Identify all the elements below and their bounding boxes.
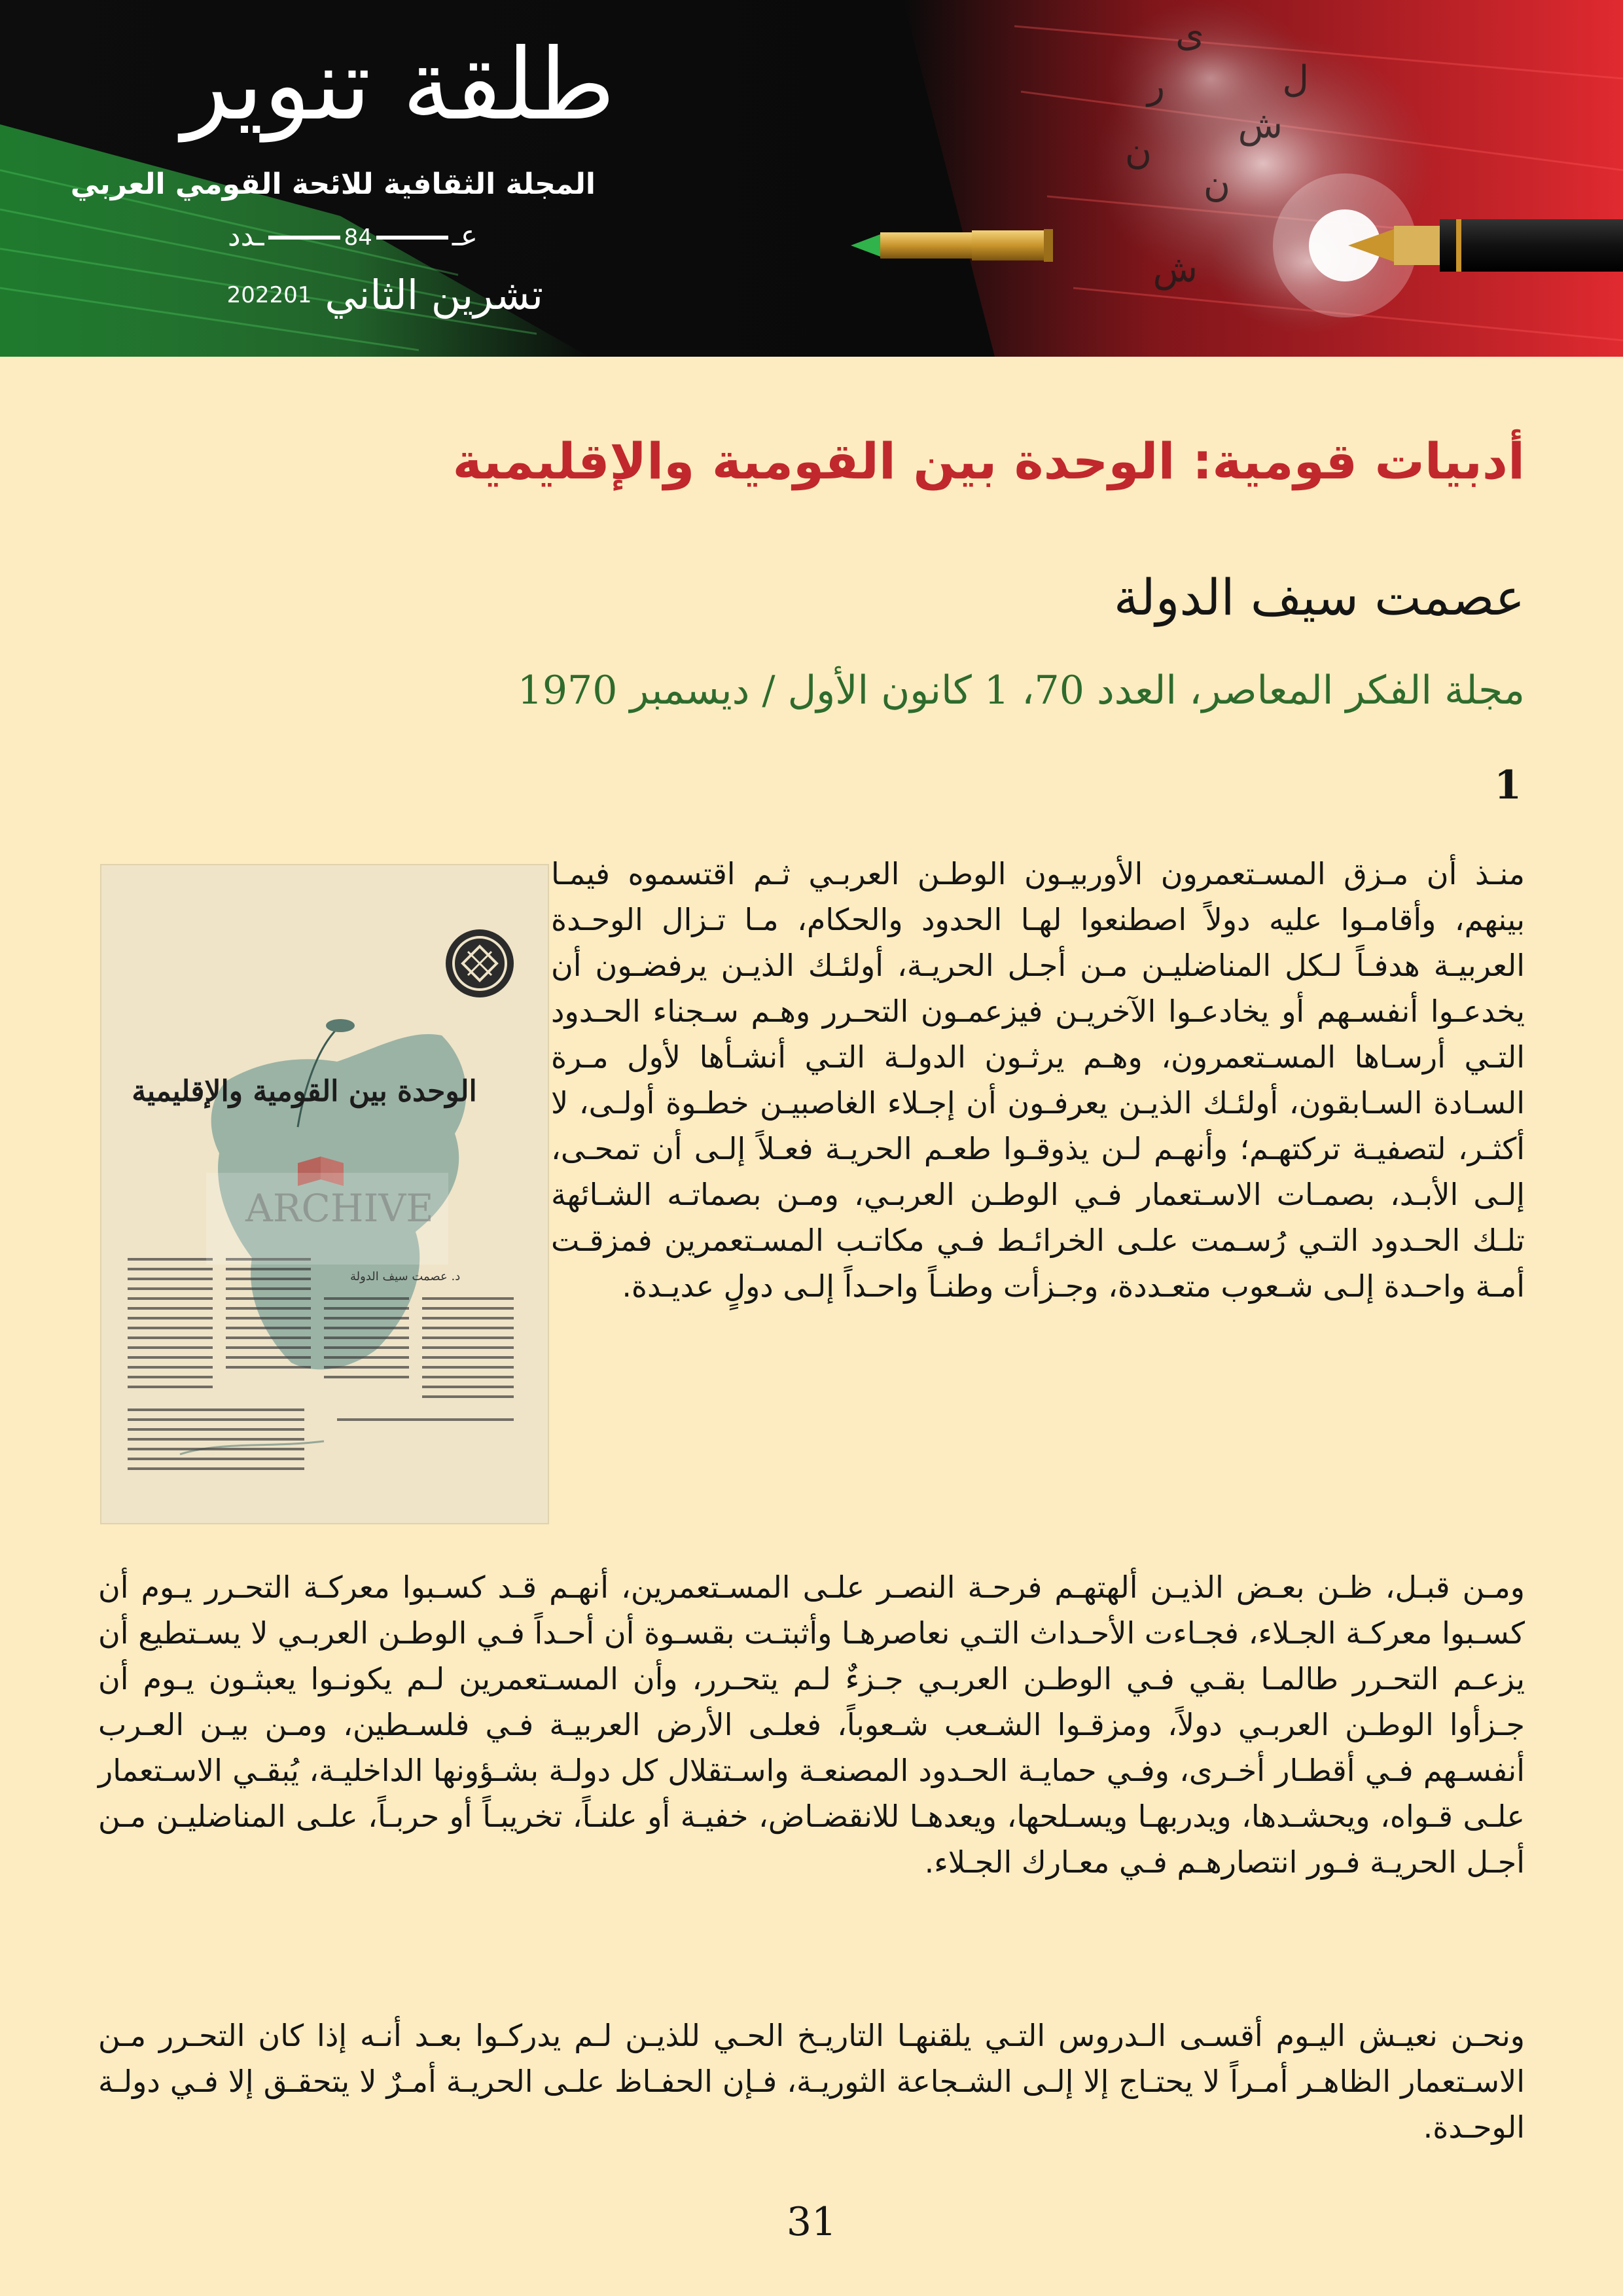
- magazine-banner: [0, 0, 1623, 357]
- magazine-subtitle: المجلة الثقافية للائحة القومي العربي: [70, 168, 596, 201]
- article-paragraph: ومـن قبـل، ظـن بعـض الذيـن ألهتهـم فرحـة النصـر علـى المسـتعمرين، أنهـم قـد كسـبوا معركـة التحـرر يـوم أن كسـبوا معركـة الجـلاء، فجـاءت الأحـداث التـي نعاصرهـا وأثبتـت بقسـوة أن أحـداً فـي الوطـن العربـي لا يسـتطيع أن يزعـم التحـرر طالمـا بقـي فـي الوطـن العربـي جـزءٌ لـم يتحـرر، وأن المسـتعمرين لـم يكونـوا يعبثـون يـوم أن جـزأوا الوطـن العربـي دولاً، ومزقـوا الشـعب شـعوباً، فعلـى الأرض العربيـة فـي فلسـطين، ومـن بيـن العـرب أنفسـهم فـي أقطـار أخـرى، وفـي حمايـة الحـدود المصنعـة واسـتقلال كل دولـة بشـؤونها الداخليـة، يُبقـي الاسـتعمار علـى قـواه، ويحشـدها، ويدربهـا ويسـلحها، ويعدهـا للانقضـاض، خفيـة أو علنـاً، تخريبـاً أو حربـاً، علـى المناضليـن مـن أجـل الحريـة فـور انتصارهـم فـي معـارك الجـلاء.: [98, 1570, 1525, 1880]
- section-number: 1: [1494, 762, 1522, 808]
- bullet-illustration: [851, 229, 1053, 262]
- cover-watermark: ARCHIVE: [245, 1186, 434, 1230]
- magazine-cover-image: [101, 865, 548, 1523]
- emblem-icon: [446, 929, 514, 997]
- issue-rule-left: [376, 236, 448, 240]
- issue-rule-right: [268, 236, 340, 240]
- article-source: مجلة الفكر المعاصر، العدد 70، 1 كانون الأول / ديسمبر 1970: [517, 668, 1525, 713]
- svg-text:ش: ش: [1238, 104, 1283, 147]
- article-title: أدبيات قومية: الوحدة بين القومية والإقليمية: [452, 432, 1525, 490]
- issue-date: [227, 268, 556, 319]
- issue-date-month: تشرين الثاني: [325, 271, 543, 319]
- issue-date-day: 01: [283, 281, 312, 308]
- issue-word-end: ـدد: [227, 219, 264, 253]
- svg-text:ل: ل: [1282, 58, 1309, 101]
- cover-heading: الوحدة بين القومية والإقليمية: [132, 1075, 477, 1108]
- issue-date-year: 2022: [226, 281, 284, 308]
- article-author: عصمت سيف الدولة: [1113, 568, 1525, 626]
- article-paragraph: ونحـن نعيـش اليـوم أقسـى الـدروس التـي يلقنهـا التاريـخ الحـي للذيـن لـم يدركـوا بعـد أنـه إذا كان التحـرر مـن الاسـتعمار الظاهـر أمـراً لا يحتـاج إلا إلـى الشـجاعة الثوريـة، فـإن الحفـاظ علـى الحريـة أمـرٌ لا يتحقـق إلا فـي دولـة الوحـدة.: [98, 2018, 1525, 2145]
- issue-word-start: عـ: [452, 219, 478, 253]
- svg-text:ن: ن: [1124, 130, 1152, 173]
- issue-number: [228, 219, 478, 253]
- cover-byline: د. عصمت سيف الدولة: [350, 1270, 461, 1283]
- issue-number-value: 84: [344, 224, 372, 251]
- svg-text:ن: ن: [1203, 163, 1230, 206]
- article-paragraph: منـذ أن مـزق المسـتعمرون الأوربيـون الوطـن العربـي ثـم اقتسموه فيمـا بينهم، وأقامـوا عليه دولاً اصطنعوا لهـا الحدود والحكام، مـا تـزال الوحـدة العربيـة هدفـاً لـكل المناضليـن مـن أجـل الحريـة، أولئـك الذيـن يرفضـون أن يخدعـوا أنفسـهم أو يخادعـوا الآخريـن فيزعمـون التحـرر وهـم سـجناء الحـدود التـي أرسـاها المسـتعمرون، وهـم يرثـون الدولـة التـي أنشـأها لأول مـرة السـادة السـابقون، أولئـك الذيـن يعرفـون أن إجـلاء الغاصبيـن خطـوة أولـى، لا أكثـر، لتصفيـة تركتهـم؛ وأنهـم لـن يذوقـوا طعـم الحريـة فعـلاً إلـى أن تمحـى، إلـى الأبـد، بصمـات الاسـتعمار فـي الوطـن العربـي، ومـن بصماتـه الشـائهة تلـك الحـدود التـي رُسـمت علـى الخرائـط فـي مكاتـب المسـتعمرين فمزقـت أمـة واحـدة إلـى شـعوب متعـددة، وجـزأت وطنـاً واحـداً إلـى دولٍ عديـدة.: [551, 856, 1525, 1304]
- magazine-title: طلقة تنوير: [181, 28, 615, 142]
- svg-text:ش: ش: [1152, 248, 1198, 291]
- svg-text:ر: ر: [1147, 65, 1165, 107]
- svg-text:ى: ى: [1175, 12, 1204, 55]
- page-number: 31: [786, 2199, 837, 2245]
